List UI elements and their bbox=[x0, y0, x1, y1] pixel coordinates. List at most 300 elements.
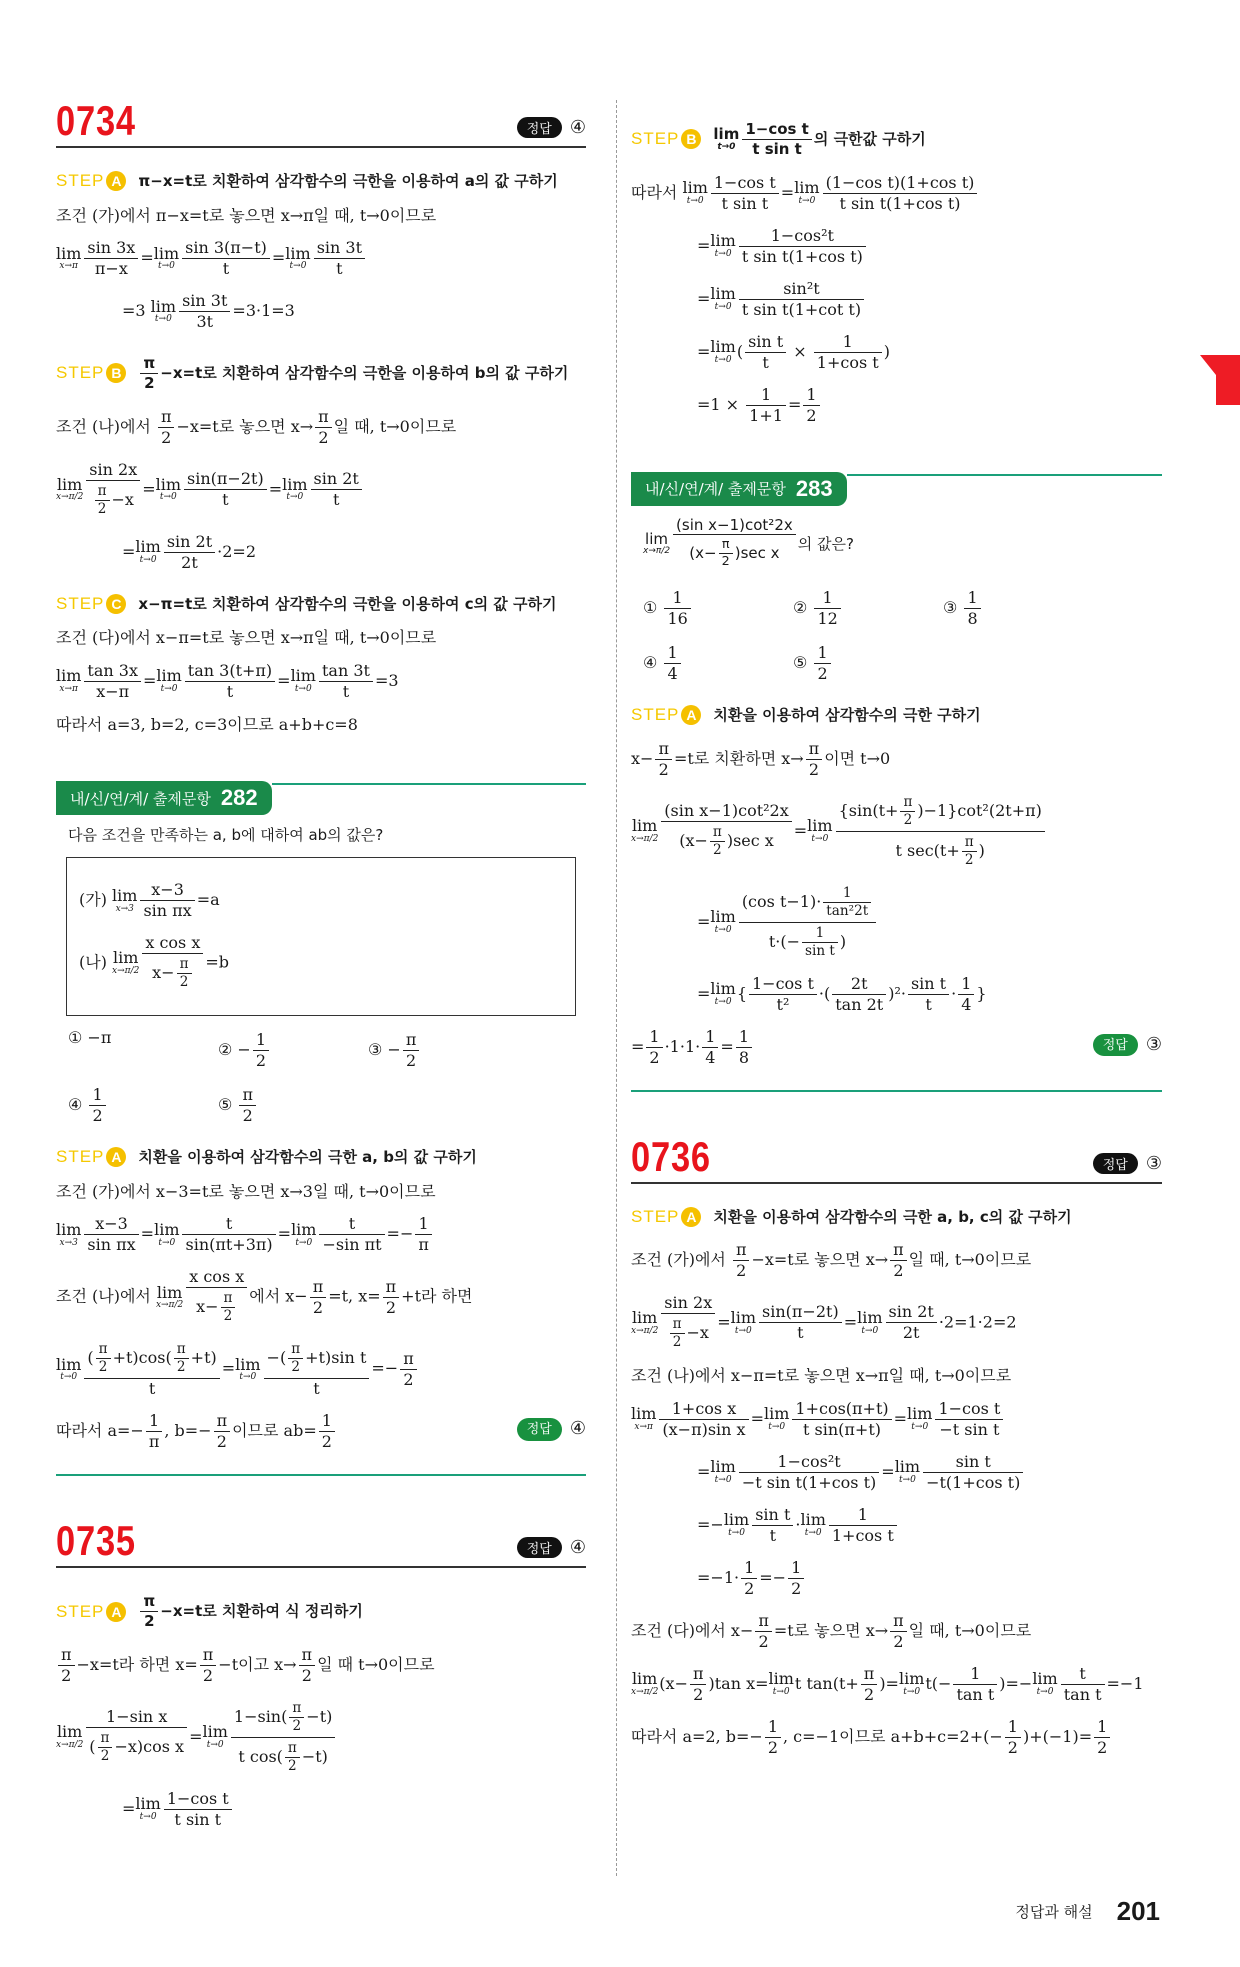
fraction bbox=[823, 885, 871, 920]
denominator bbox=[745, 353, 786, 373]
math-text: (나) bbox=[79, 952, 113, 972]
math-text: 1 bbox=[967, 588, 978, 608]
answer bbox=[517, 1415, 586, 1444]
math-text: 1 bbox=[744, 1557, 755, 1577]
math-text: 1−cos t bbox=[713, 172, 776, 192]
math-text: t bbox=[762, 352, 769, 372]
numerator bbox=[739, 1452, 879, 1473]
numerator bbox=[221, 1290, 236, 1308]
numerator bbox=[84, 1339, 219, 1379]
question-0736 bbox=[631, 1132, 1162, 1760]
lim-word: lim bbox=[1032, 1669, 1058, 1689]
denominator bbox=[140, 1612, 158, 1631]
math-text: 치환을 이용하여 삼각함수의 극한 구하기 bbox=[713, 706, 981, 725]
limit bbox=[112, 887, 137, 914]
choice-option[interactable] bbox=[943, 586, 1093, 631]
fraction bbox=[98, 1730, 113, 1765]
math-text: =− bbox=[371, 1358, 399, 1378]
numerator bbox=[765, 1717, 781, 1738]
denominator bbox=[829, 1526, 897, 1546]
numerator bbox=[923, 1452, 1023, 1473]
math-text: 2 bbox=[693, 1684, 704, 1704]
math-text: −t이고 x→ bbox=[218, 1654, 297, 1674]
denominator bbox=[315, 428, 332, 448]
math-text: t bbox=[925, 994, 932, 1014]
numerator bbox=[86, 1707, 187, 1728]
denominator bbox=[711, 194, 779, 214]
solution-steps bbox=[56, 1590, 586, 1831]
step-header bbox=[631, 1206, 1162, 1229]
numerator bbox=[1094, 1717, 1110, 1738]
math-text: π bbox=[808, 738, 820, 758]
fraction bbox=[711, 173, 779, 214]
math-text: π bbox=[223, 1290, 233, 1307]
step-label: STEP bbox=[56, 593, 105, 613]
math-text: (sin x−1)cot²2x bbox=[664, 801, 789, 821]
lim-word: lim bbox=[135, 537, 161, 557]
numerator bbox=[806, 739, 823, 760]
denominator bbox=[253, 1051, 269, 1071]
denominator bbox=[659, 1420, 748, 1440]
limit bbox=[156, 1284, 183, 1311]
math-text: = bbox=[697, 341, 711, 361]
limit-subscript: t→0 bbox=[734, 1325, 752, 1336]
math-text: 2 bbox=[321, 1432, 332, 1452]
choice-option[interactable] bbox=[218, 1028, 368, 1073]
problem-282 bbox=[56, 781, 586, 1476]
limit bbox=[710, 338, 735, 365]
denominator bbox=[739, 923, 876, 962]
fraction bbox=[908, 974, 949, 1015]
denominator bbox=[288, 1359, 303, 1376]
denominator bbox=[739, 300, 864, 320]
math-text: ) bbox=[839, 931, 847, 951]
denominator bbox=[664, 609, 690, 629]
math-text: = bbox=[697, 911, 711, 931]
answer-value: ④ bbox=[569, 1418, 586, 1440]
numerator bbox=[823, 173, 978, 194]
math-text: −x=t라 하면 x= bbox=[76, 1654, 198, 1674]
math-text: ② − bbox=[218, 1040, 251, 1060]
lim-word: lim bbox=[710, 979, 736, 999]
math-text: tan²2t bbox=[826, 902, 869, 919]
limit bbox=[769, 1670, 794, 1697]
denominator bbox=[1061, 1685, 1105, 1705]
math-text: π bbox=[712, 824, 722, 841]
final-expression bbox=[631, 1025, 754, 1070]
math-text: 4 bbox=[705, 1047, 716, 1067]
denominator bbox=[739, 247, 866, 267]
numerator bbox=[661, 1293, 715, 1314]
math-text: =t로 치환하면 x→ bbox=[673, 748, 804, 768]
numerator bbox=[179, 291, 230, 312]
math-text: π bbox=[405, 1030, 417, 1050]
fraction bbox=[140, 880, 194, 921]
math-text: =− bbox=[697, 1514, 724, 1534]
limit-subscript: t→0 bbox=[714, 248, 732, 259]
fraction bbox=[95, 483, 110, 518]
fraction bbox=[311, 469, 362, 510]
denominator bbox=[89, 1106, 105, 1126]
numerator bbox=[742, 120, 812, 140]
denominator bbox=[710, 842, 725, 859]
denominator bbox=[749, 995, 817, 1015]
denominator bbox=[86, 1728, 187, 1767]
fraction bbox=[739, 1452, 879, 1493]
denominator bbox=[84, 1235, 138, 1255]
step-label: STEP bbox=[56, 363, 105, 383]
fraction bbox=[182, 238, 270, 279]
lim-word: lim bbox=[645, 529, 668, 548]
numerator bbox=[299, 1645, 316, 1666]
math-text: 2 bbox=[863, 1684, 875, 1704]
fraction bbox=[890, 1240, 907, 1281]
denominator bbox=[702, 1048, 718, 1068]
numerator bbox=[164, 1789, 232, 1810]
step-title bbox=[138, 593, 556, 616]
denominator bbox=[861, 1685, 878, 1705]
numerator bbox=[158, 407, 175, 428]
math-text: (x− bbox=[689, 544, 717, 563]
step-letter-badge: B bbox=[106, 363, 126, 383]
math-text: ① −π bbox=[68, 1028, 112, 1048]
math-text: π bbox=[98, 1341, 108, 1358]
fraction bbox=[182, 1214, 275, 1255]
answer bbox=[517, 1537, 586, 1558]
math-text: 4 bbox=[667, 664, 678, 684]
limit bbox=[154, 1221, 179, 1248]
choice-option[interactable] bbox=[643, 641, 793, 686]
limit-subscript: t→0 bbox=[1036, 1686, 1054, 1697]
math-line bbox=[631, 790, 1162, 873]
limit bbox=[899, 1670, 924, 1697]
math-text: t·(− bbox=[768, 931, 801, 951]
math-text: 따라서 a=2, b=− bbox=[631, 1726, 763, 1746]
limit bbox=[202, 1723, 227, 1750]
fraction bbox=[736, 1027, 752, 1068]
fraction bbox=[823, 173, 978, 214]
limit bbox=[154, 245, 179, 272]
math-text: , b=− bbox=[164, 1421, 212, 1441]
denominator bbox=[185, 682, 275, 702]
math-text: 1 bbox=[961, 973, 972, 993]
math-line bbox=[631, 972, 1162, 1017]
step-header bbox=[56, 593, 586, 616]
fraction bbox=[84, 1339, 219, 1399]
question-0734 bbox=[56, 97, 586, 737]
math-text: π bbox=[97, 482, 107, 499]
numerator bbox=[185, 661, 275, 682]
math-text: 2 bbox=[223, 1308, 233, 1325]
lim-word: lim bbox=[907, 1404, 933, 1424]
math-text: 조건 (가)에서 bbox=[631, 1250, 731, 1269]
step-label: STEP bbox=[56, 1147, 105, 1167]
math-text: sin 3t bbox=[316, 238, 363, 258]
fraction bbox=[802, 925, 838, 960]
math-text: 2t bbox=[850, 973, 868, 993]
math-text: −t sin t bbox=[939, 1419, 1000, 1439]
math-text: = bbox=[893, 1408, 908, 1428]
math-text: −x=t로 놓으면 x→ bbox=[751, 1250, 889, 1269]
math-text: )= bbox=[879, 1673, 899, 1693]
math-line bbox=[56, 712, 586, 738]
denominator bbox=[310, 1298, 327, 1318]
numerator bbox=[814, 332, 882, 353]
math-text: 치환을 이용하여 삼각함수의 극한 a, b의 값 구하기 bbox=[138, 1148, 477, 1167]
fraction bbox=[803, 385, 819, 426]
math-text: = bbox=[697, 235, 711, 255]
denominator bbox=[319, 682, 373, 702]
math-text: 의 극한값 구하기 bbox=[813, 129, 926, 148]
math-text: = bbox=[780, 182, 795, 202]
denominator bbox=[890, 1261, 907, 1281]
lim-word: lim bbox=[794, 178, 820, 198]
math-text: 1 bbox=[1007, 1716, 1018, 1736]
numerator bbox=[741, 1558, 757, 1579]
fraction bbox=[792, 1399, 891, 1440]
math-text: =1 × bbox=[697, 394, 745, 414]
denominator bbox=[200, 1666, 217, 1686]
answer-badge: 정답 bbox=[1093, 1034, 1138, 1057]
math-text: −t(1+cos t) bbox=[926, 1472, 1021, 1492]
math-text: =− bbox=[759, 1567, 787, 1587]
problem-283 bbox=[631, 472, 1162, 1092]
numerator bbox=[239, 1085, 256, 1106]
banner-label bbox=[56, 781, 272, 815]
math-text: 2 bbox=[100, 1748, 110, 1765]
math-text: π bbox=[385, 1276, 397, 1296]
math-text: 2 bbox=[767, 1737, 778, 1757]
fraction bbox=[158, 407, 175, 448]
numerator bbox=[231, 1698, 335, 1738]
denominator bbox=[84, 259, 138, 279]
math-text: 1 bbox=[857, 1504, 868, 1524]
denominator bbox=[84, 682, 141, 702]
limit bbox=[285, 245, 310, 272]
choice-option[interactable] bbox=[793, 641, 943, 686]
denominator bbox=[179, 312, 230, 332]
math-text: 2 bbox=[817, 664, 828, 684]
numerator bbox=[319, 661, 373, 682]
lim-word: lim bbox=[291, 1220, 317, 1240]
math-text: −x)cos x bbox=[114, 1737, 185, 1757]
math-line bbox=[631, 881, 1162, 964]
math-line bbox=[56, 1696, 586, 1779]
denominator bbox=[231, 1738, 335, 1777]
step-letter-badge: A bbox=[681, 705, 701, 725]
problem-question bbox=[643, 514, 1150, 575]
math-text: 2 bbox=[97, 500, 107, 517]
math-text: )²· bbox=[888, 983, 906, 1003]
fraction bbox=[814, 588, 840, 629]
lim-word: lim bbox=[631, 1669, 658, 1689]
denominator bbox=[670, 1334, 685, 1351]
math-text: 2 bbox=[92, 1106, 103, 1126]
fraction bbox=[315, 407, 332, 448]
math-text: 2 bbox=[161, 427, 172, 447]
choice-option[interactable] bbox=[68, 1028, 218, 1073]
math-text: , c=−1이므로 a+b+c=2+(− bbox=[783, 1726, 1003, 1746]
step-header bbox=[56, 1146, 586, 1169]
math-text: t bbox=[336, 259, 343, 279]
math-text: 2 bbox=[301, 1665, 312, 1685]
math-text: π bbox=[160, 406, 172, 426]
denominator bbox=[264, 1379, 370, 1399]
numerator bbox=[746, 385, 786, 406]
math-text: sin(πt+3π) bbox=[185, 1235, 273, 1255]
lim-word: lim bbox=[290, 666, 316, 686]
fraction bbox=[86, 460, 140, 520]
step-letter-badge: A bbox=[681, 1207, 701, 1227]
limit-subscript: t→0 bbox=[714, 1474, 732, 1485]
limit-subscript: x→3 bbox=[59, 1237, 78, 1248]
math-line bbox=[79, 878, 563, 923]
lim-word: lim bbox=[631, 816, 658, 836]
limit-subscript: t→0 bbox=[60, 1372, 78, 1383]
denominator bbox=[146, 1432, 163, 1452]
denominator bbox=[661, 822, 791, 861]
limit-subscript: t→0 bbox=[717, 141, 736, 152]
fraction bbox=[403, 1030, 420, 1071]
math-text: = bbox=[140, 248, 154, 268]
math-text: )sec x bbox=[734, 544, 780, 563]
limit bbox=[807, 817, 832, 844]
math-text: π bbox=[658, 738, 669, 758]
fraction bbox=[164, 1789, 232, 1830]
numerator bbox=[184, 469, 267, 490]
fraction bbox=[742, 120, 812, 159]
limit-subscript: x→π/2 bbox=[56, 492, 84, 503]
math-text: ⑤ bbox=[793, 653, 813, 673]
denominator bbox=[836, 832, 1045, 871]
math-text: t sin(π+t) bbox=[803, 1419, 881, 1439]
math-line bbox=[631, 1450, 1162, 1495]
math-line bbox=[631, 1291, 1162, 1355]
numerator bbox=[177, 956, 192, 974]
numerator bbox=[182, 238, 270, 259]
math-text: = bbox=[631, 1036, 645, 1056]
fraction bbox=[174, 1341, 189, 1376]
math-line bbox=[631, 1238, 1162, 1283]
choice-option[interactable] bbox=[368, 1028, 518, 1073]
limit-subscript: t→0 bbox=[160, 684, 178, 694]
fraction bbox=[184, 469, 267, 510]
numerator bbox=[86, 460, 140, 481]
numerator bbox=[164, 532, 215, 553]
choice-option[interactable] bbox=[218, 1083, 368, 1128]
math-text: sin 2x bbox=[664, 1293, 713, 1312]
fraction bbox=[146, 1411, 163, 1452]
numerator bbox=[900, 794, 915, 812]
math-text: −t sin t(1+cos t) bbox=[741, 1472, 877, 1492]
math-text: sin 3x bbox=[87, 238, 136, 258]
fraction bbox=[935, 1399, 1003, 1440]
limit bbox=[1032, 1670, 1057, 1697]
math-text: ( bbox=[89, 1737, 96, 1757]
math-text: 1+cos x bbox=[671, 1398, 737, 1418]
choice-option[interactable] bbox=[68, 1083, 218, 1128]
math-text: 1 bbox=[672, 588, 683, 608]
math-text: 2 bbox=[1007, 1737, 1018, 1757]
numerator bbox=[655, 739, 672, 760]
math-line bbox=[56, 1265, 586, 1329]
question-number: 0735 bbox=[56, 1517, 136, 1565]
math-text: 일 때, t→0이므로 bbox=[908, 1250, 1032, 1269]
math-text: x−3 bbox=[151, 880, 184, 900]
question-header bbox=[56, 1517, 586, 1568]
math-text: ) bbox=[883, 341, 890, 361]
math-text: =a bbox=[196, 890, 220, 910]
math-text: = bbox=[720, 1036, 734, 1056]
limit-subscript: x→π bbox=[59, 261, 78, 272]
math-text: 조건 (가)에서 π−x=t로 놓으면 x→π일 때, t→0이므로 bbox=[56, 205, 437, 225]
numerator bbox=[403, 1030, 420, 1051]
lim-word: lim bbox=[710, 907, 736, 927]
math-text: { bbox=[736, 983, 747, 1003]
math-text: 1−cos²t bbox=[777, 1451, 841, 1471]
choice-option[interactable] bbox=[643, 586, 793, 631]
fraction bbox=[84, 1214, 138, 1255]
choice-option[interactable] bbox=[793, 586, 943, 631]
math-text: 1−cos²t bbox=[770, 225, 834, 245]
fraction bbox=[759, 1302, 842, 1343]
lim-word: lim bbox=[768, 1669, 794, 1689]
math-text: ③ − bbox=[368, 1040, 401, 1060]
limit-subscript: t→0 bbox=[295, 1237, 313, 1248]
fraction bbox=[319, 661, 373, 702]
fraction bbox=[962, 834, 977, 869]
math-text: × bbox=[788, 341, 812, 361]
math-text: t bbox=[222, 259, 230, 279]
lim-word: lim bbox=[112, 948, 139, 968]
numerator bbox=[289, 1700, 304, 1718]
math-text: π bbox=[418, 1235, 429, 1255]
numerator bbox=[702, 1027, 718, 1048]
math-text: 2 bbox=[758, 1631, 769, 1651]
left-column bbox=[56, 97, 586, 1876]
math-text: 1 bbox=[92, 1085, 103, 1105]
math-line bbox=[631, 224, 1162, 269]
math-text: π bbox=[100, 1730, 110, 1747]
fraction bbox=[836, 792, 1045, 871]
math-text: 1−cos t bbox=[752, 973, 814, 993]
limit-subscript: t→0 bbox=[903, 1686, 921, 1697]
denominator bbox=[814, 609, 840, 629]
fraction bbox=[239, 1085, 256, 1126]
fraction bbox=[253, 1030, 269, 1071]
math-text: ③ bbox=[943, 598, 963, 618]
denominator bbox=[98, 1748, 113, 1765]
solution-steps bbox=[631, 704, 1162, 1069]
limit-subscript: t→0 bbox=[157, 261, 175, 272]
lim-word: lim bbox=[807, 816, 833, 836]
math-text: 일 때, t→0이므로 bbox=[333, 416, 457, 436]
math-text: sin 2t bbox=[888, 1302, 934, 1322]
denominator bbox=[95, 501, 110, 518]
lim-word: lim bbox=[156, 666, 182, 686]
math-text: = bbox=[697, 983, 711, 1003]
lim-word: lim bbox=[56, 666, 82, 686]
lim-word: lim bbox=[631, 1308, 658, 1328]
numerator bbox=[182, 1214, 275, 1235]
math-text: t bbox=[769, 1525, 777, 1545]
fraction bbox=[655, 739, 672, 780]
math-text: π bbox=[903, 793, 913, 810]
fraction bbox=[89, 1085, 105, 1126]
math-text: ·2=2 bbox=[217, 541, 256, 561]
numerator bbox=[733, 1240, 750, 1261]
denominator bbox=[214, 1432, 231, 1452]
